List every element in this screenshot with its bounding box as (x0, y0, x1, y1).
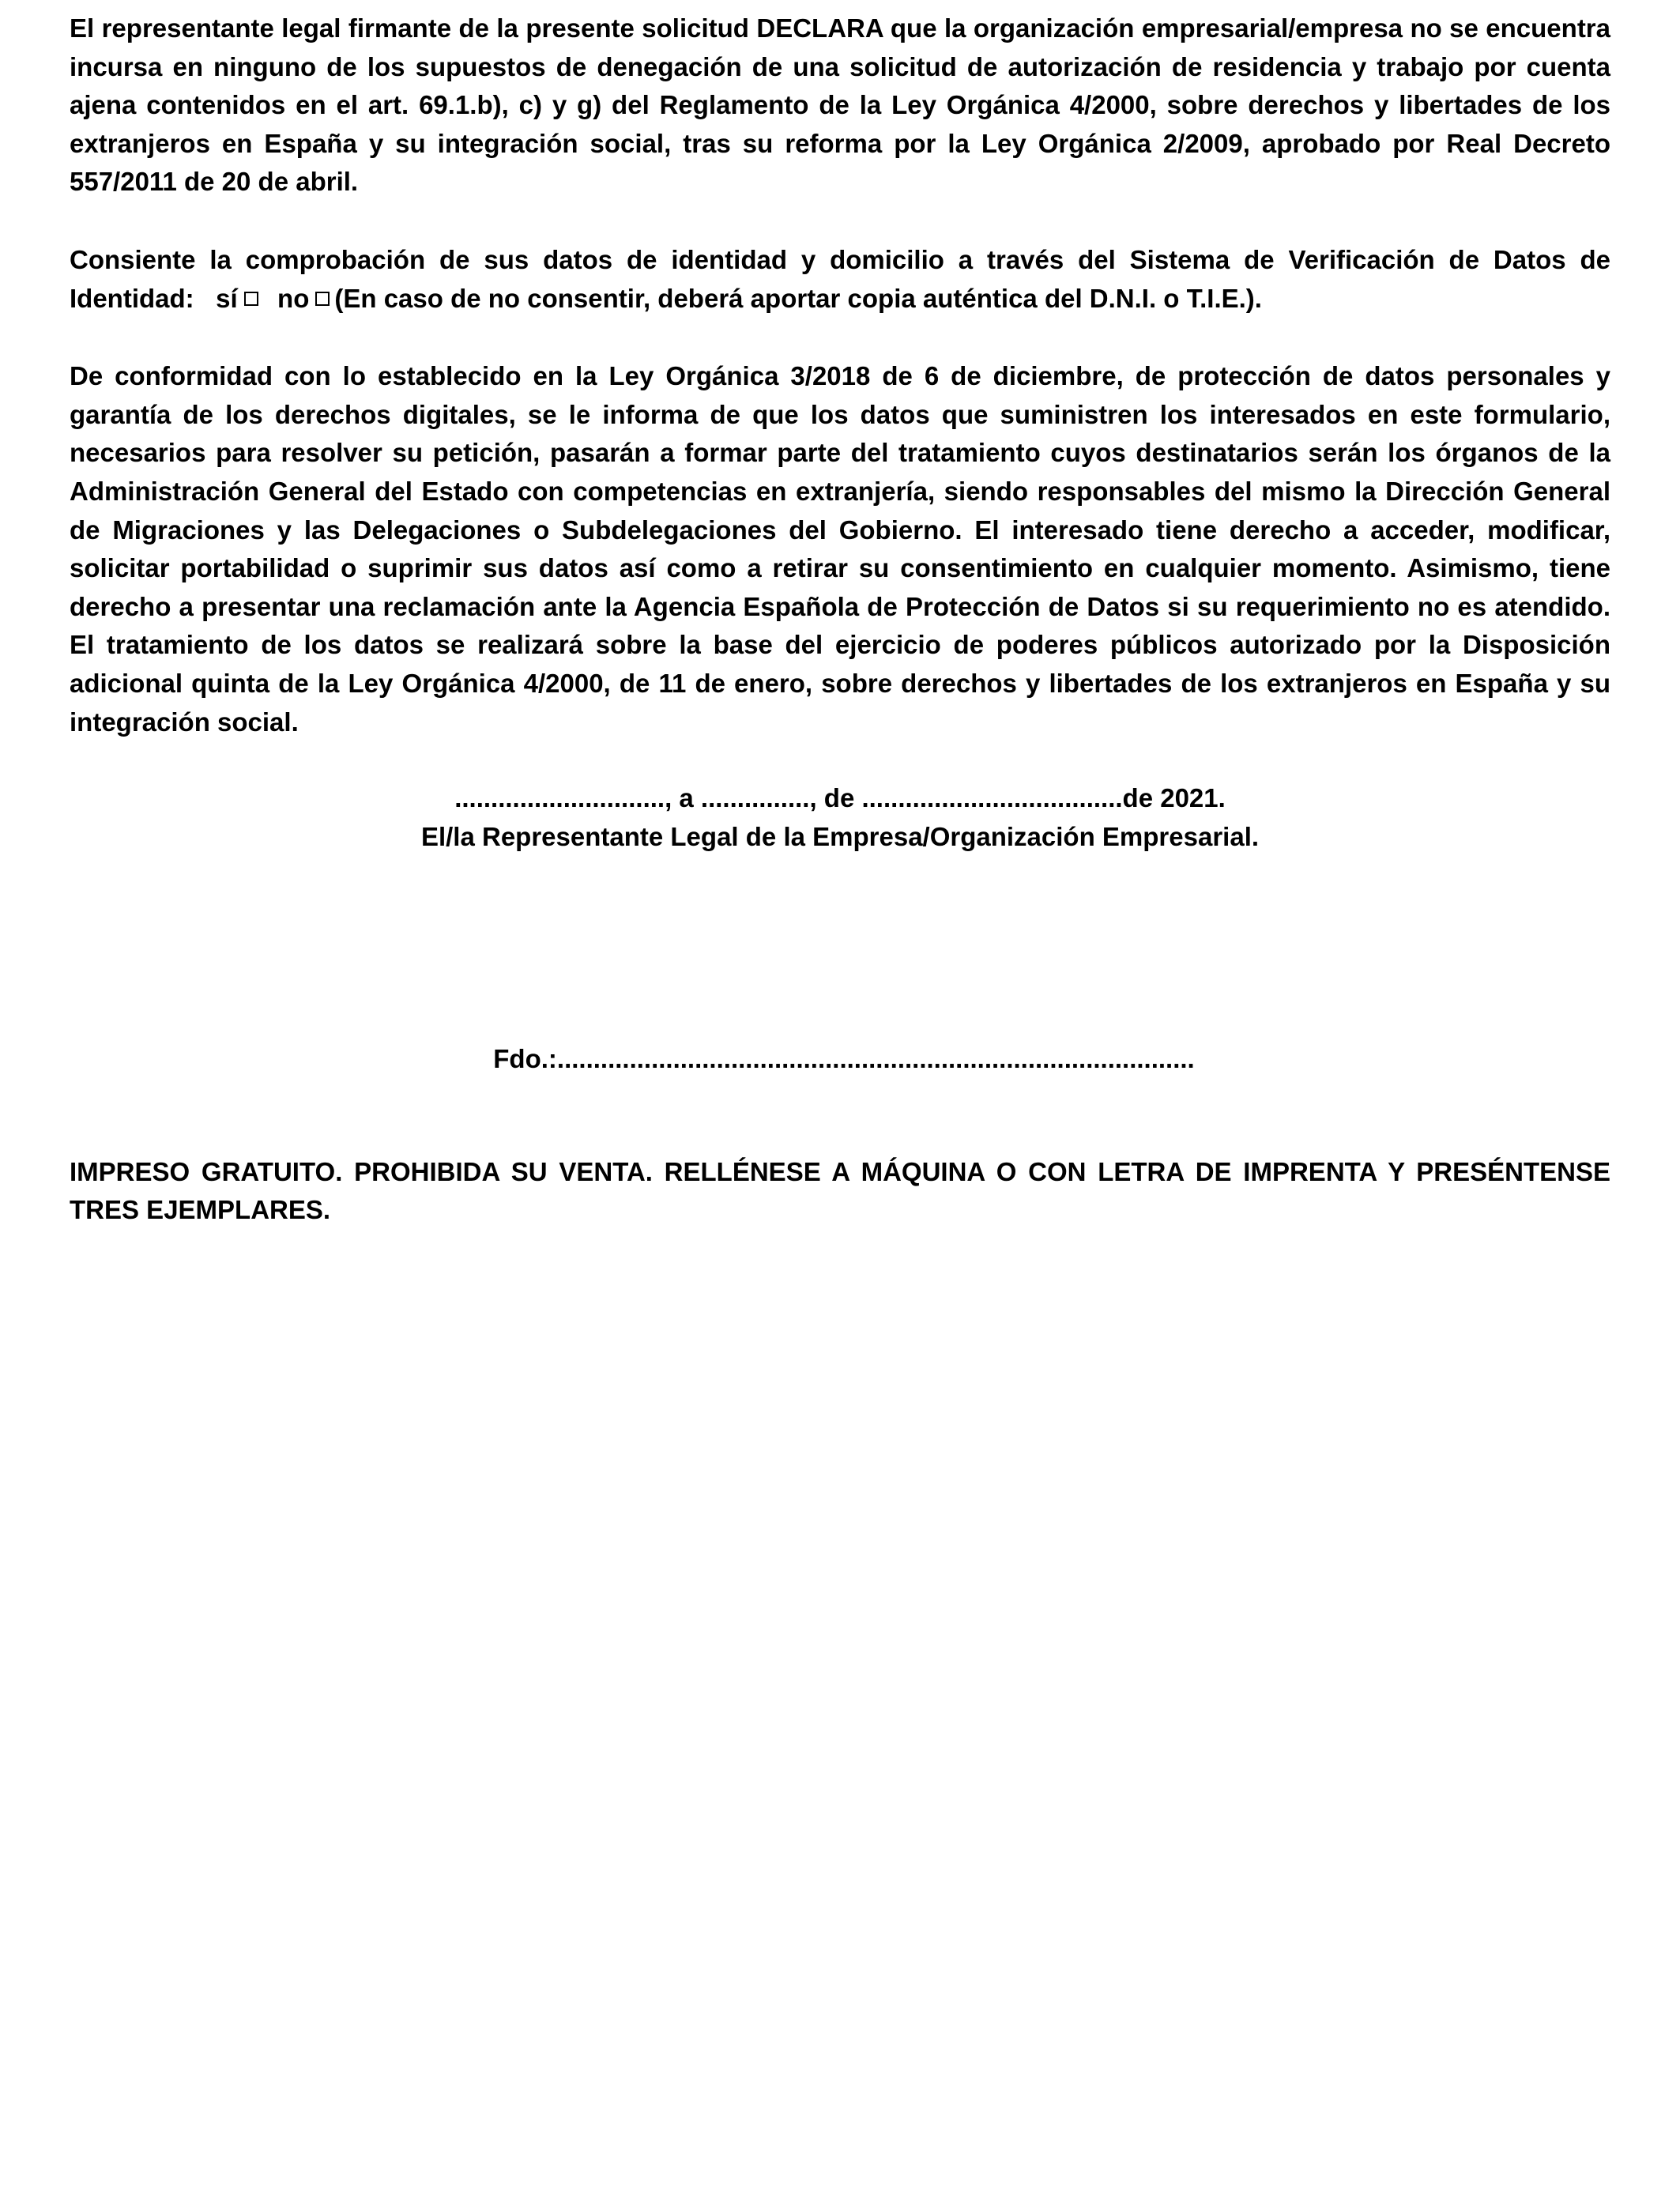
consent-no-checkbox[interactable] (315, 292, 330, 306)
consent-no-label: no (277, 283, 310, 313)
representative-line: El/la Representante Legal de la Empresa/Organización Empresarial. (420, 821, 1260, 851)
signature-line: Fdo.:........................................................................................ (493, 1044, 1195, 1074)
consent-paragraph (70, 241, 1610, 318)
footer-note: IMPRESO GRATUITO. PROHIBIDA SU VENTA. RELLÉNESE A MÁQUINA O CON LETRA DE IMPRENTA Y PRESÉNTENSE TRES EJEMPLARES. (70, 1156, 1610, 1225)
consent-text: Consiente la comprobación de sus datos de identidad y domicilio a través del Sistema de Verificación de Datos de Identidad: (70, 244, 1610, 313)
consent-yes-label: sí (216, 283, 238, 313)
consent-yes-checkbox[interactable] (244, 292, 258, 306)
document-page (70, 9, 1610, 1230)
consent-note: (En caso de no consentir, deberá aportar copia auténtica del D.N.I. o T.I.E.). (334, 283, 1262, 313)
declaration-paragraph: El representante legal firmante de la presente solicitud DECLARA que la organización empresarial/empresa no se encuentra incursa en ninguno de los supuestos de denegación de una solicitud de autorización de residencia y trabajo por cuenta ajena contenidos en el art. 69.1.b), c) y g) del Reglamento de la Ley Orgánica 4/2000, sobre derechos y libertades de los extranjeros en España y su integración social, tras su reforma por la Ley Orgánica 2/2009, aprobado por Real Decreto 557/2011 de 20 de abril. (70, 13, 1610, 197)
date-line: ............................., a ..............., de ....................................de 2021. (454, 783, 1226, 813)
privacy-paragraph: De conformidad con lo establecido en la Ley Orgánica 3/2018 de 6 de diciembre, de protección de datos personales y garantía de los derechos digitales, se le informa de que los datos que suministren los interesados en este formulario, necesarios para resolver su petición, pasarán a formar parte del tratamiento cuyos destinatarios serán los órganos de la Administración General del Estado con competencias en extranjería, siendo responsables del mismo la Dirección General de Migraciones y las Delegaciones o Subdelegaciones del Gobierno. El interesado tiene derecho a acceder, modificar, solicitar portabilidad o suprimir sus datos así como a retirar su consentimiento en cualquier momento. Asimismo, tiene derecho a presentar una reclamación ante la Agencia Española de Protección de Datos si su requerimiento no es atendido. El tratamiento de los datos se realizará sobre la base del ejercicio de poderes públicos autorizado por la Disposición adicional quinta de la Ley Orgánica 4/2000, de 11 de enero, sobre derechos y libertades de los extranjeros en España y su integración social. (70, 361, 1610, 737)
